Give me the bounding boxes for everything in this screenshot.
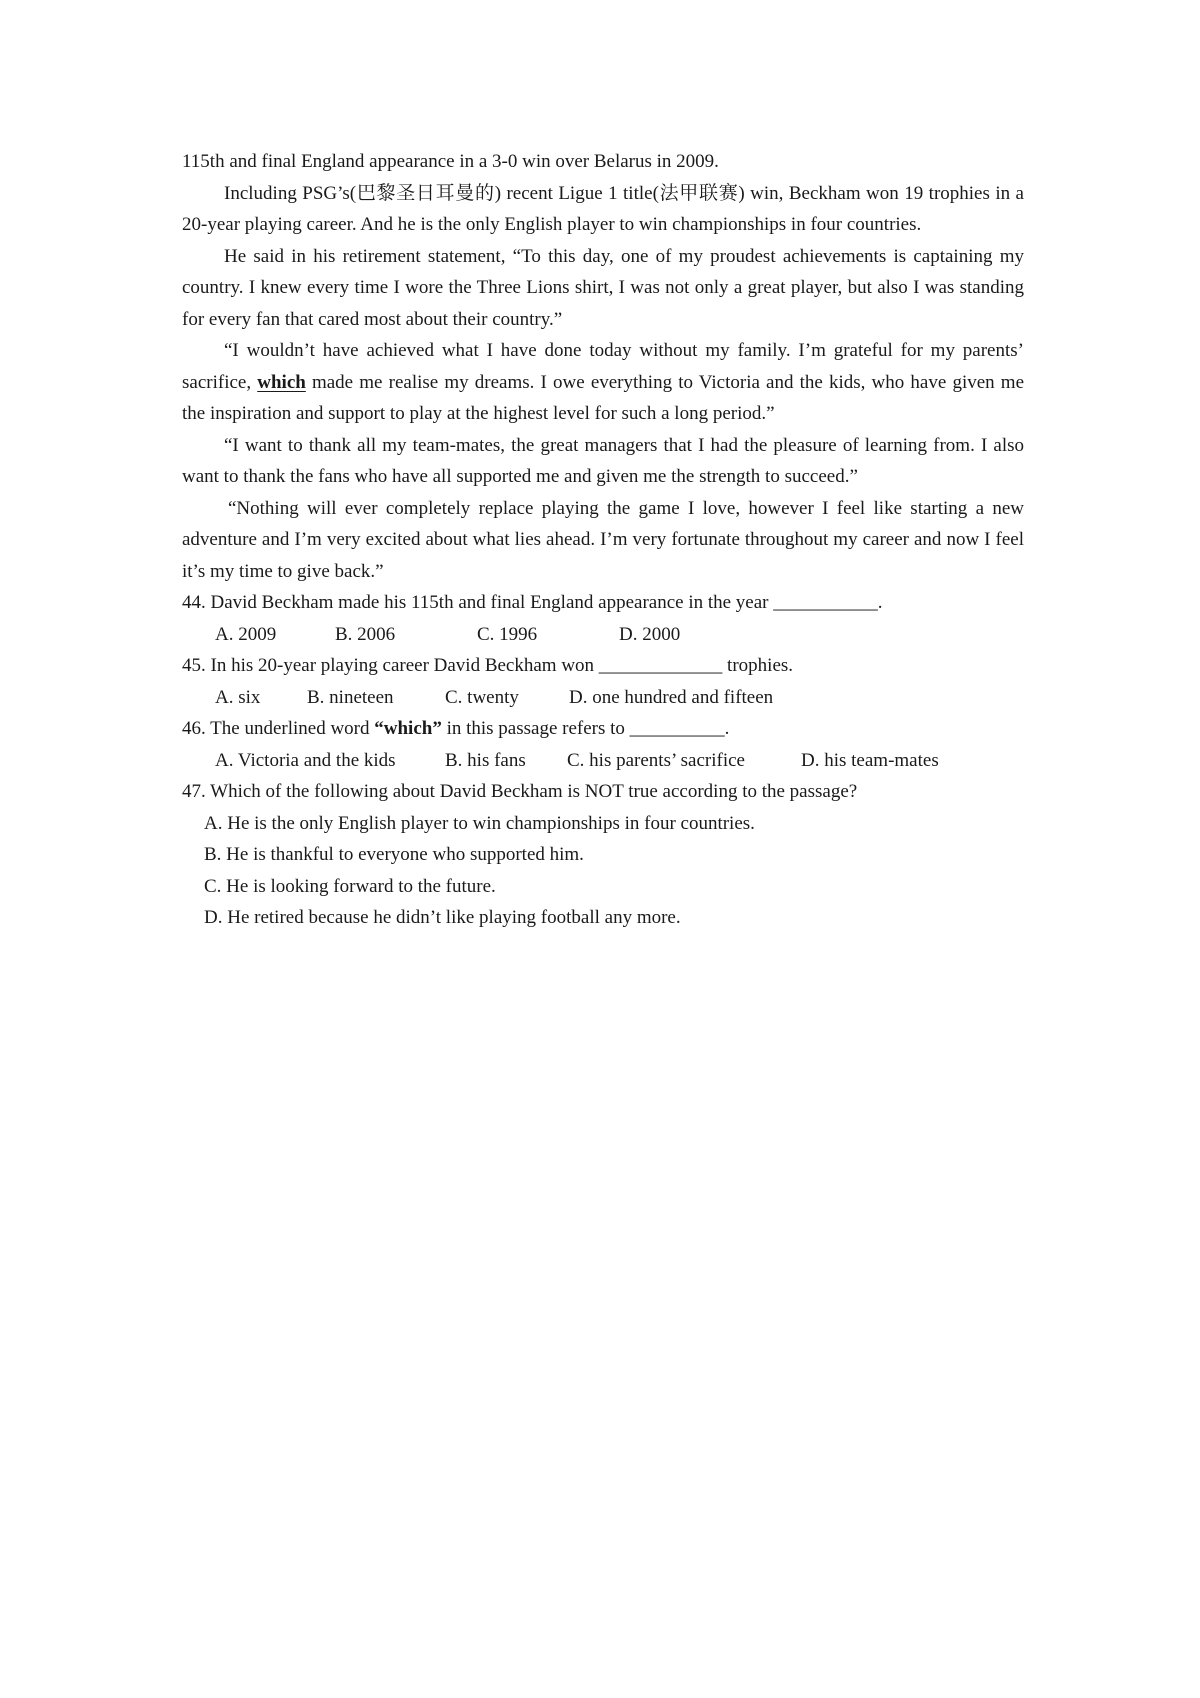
question-44-options [182,619,1024,651]
option-c: C. twenty [445,686,519,708]
passage-paragraph-3 [182,335,1024,430]
passage-paragraph-1: Including PSG’s(巴黎圣日耳曼的) recent Ligue 1 title(法甲联赛) win, Beckham won 19 trophies in a 20-year playing career. And he is the only English player to win championships in four countries. [182,182,1024,235]
option-d: D. 2000 [619,623,681,645]
question-47-option-c: C. He is looking forward to the future. [204,875,496,897]
option-a: A. six [215,686,261,708]
question-47-option-d: D. He retired because he didn’t like playing football any more. [204,907,681,928]
passage-paragraph-4: “I want to thank all my team-mates, the great managers that I had the pleasure of learning from. I also want to thank the fans who have all supported me and given me the strength to succeed.” [182,434,1024,487]
passage-paragraph-5: “Nothing will ever completely replace playing the game I love, however I feel like starting a new adventure and I’m very excited about what lies ahead. I’m very fortunate throughout my career and now I feel it’s my time to give back.” [182,497,1024,582]
question-45-stem: 45. In his 20-year playing career David Beckham won _____________ trophies. [182,655,794,676]
option-a: A. 2009 [215,623,277,645]
option-b: B. nineteen [307,686,394,708]
option-c: C. 1996 [477,623,538,645]
option-d: D. one hundred and fifteen [569,686,774,708]
underlined-word-which: which [257,371,306,393]
question-46-stem [182,713,1024,745]
passage-paragraph-0: 115th and final England appearance in a 3-0 win over Belarus in 2009. [182,151,719,172]
option-b: B. 2006 [335,623,396,645]
question-44-stem: 44. David Beckham made his 115th and final England appearance in the year ___________. [182,592,883,613]
question-45-options [182,682,1024,714]
stem-text: 46. The underlined word [182,718,375,739]
option-c: C. his parents’ sacrifice [567,749,745,771]
exam-page [182,146,1024,934]
paragraph-text: “I wouldn’t have achieved what I have done today without my family. I’m grateful for my parents’ sacrifice, [182,340,1024,393]
question-47-option-b: B. He is thankful to everyone who supported him. [204,844,584,865]
passage-paragraph-2: He said in his retirement statement, “To this day, one of my proudest achievements is captaining my country. I knew every time I wore the Three Lions shirt, I was not only a great player, but also I was standing for every fan that cared most about their country.” [182,245,1024,330]
stem-text: in this passage refers to __________. [441,718,730,739]
option-b: B. his fans [445,749,526,771]
option-d: D. his team-mates [801,749,939,771]
option-a: A. Victoria and the kids [215,749,396,771]
question-47-option-a: A. He is the only English player to win championships in four countries. [204,812,755,834]
paragraph-text: made me realise my dreams. I owe everything to Victoria and the kids, who have given me the inspiration and support to play at the highest level for such a long period.” [182,371,1025,424]
question-47-stem: 47. Which of the following about David Beckham is NOT true according to the passage? [182,781,858,802]
question-46-options [182,745,1024,777]
stem-bold-word: “which” [374,718,442,739]
